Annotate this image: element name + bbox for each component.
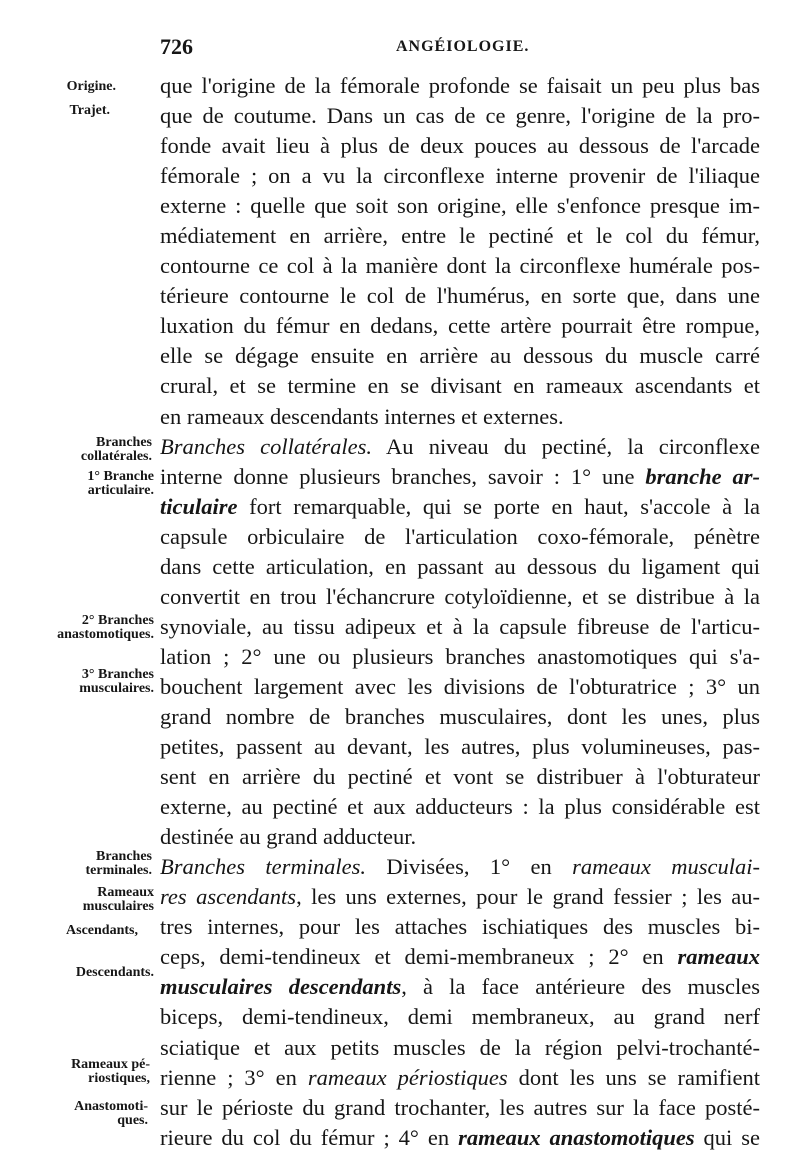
page-number: 726 <box>160 34 193 59</box>
margin-notes <box>0 0 158 1175</box>
text-line: externe, au pectiné et aux adducteurs : la plus considérable est <box>160 794 760 820</box>
text-line: convertit en trou l'échancrure cotyloïdienne, et se distribue à la <box>160 583 760 609</box>
emphasis-term: res ascendants <box>160 884 297 910</box>
emphasis-term: musculaires descendants <box>160 974 402 1000</box>
margin-note-branches-terminales: Branches terminales. <box>85 849 152 878</box>
text-line: sent en arrière du pectiné et vont se distribuer à l'obturateur <box>160 764 760 790</box>
text-line: bouchent largement avec les divisions de l'obturatrice ; 3° un <box>160 673 760 699</box>
emphasis-term: ticulaire <box>160 493 238 519</box>
emphasis-term: rameaux <box>677 944 760 970</box>
running-head: ANGÉIOLOGIE. <box>396 38 530 55</box>
margin-note-origine: Origine. <box>66 79 116 94</box>
text-line: sciatique et aux petits muscles de la région pelvi-trochanté- <box>160 1034 760 1060</box>
text-line: elle se dégage ensuite en arrière au dessous du muscle carré <box>160 343 760 369</box>
text-line: interne donne plusieurs branches, savoir : 1° une branche ar- <box>160 463 760 489</box>
text-line: rieure du col du fémur ; 4° en rameaux anastomotiques qui se <box>160 1124 760 1150</box>
emphasis-term: rameaux musculai- <box>572 854 760 880</box>
text-line: petites, passent au devant, les autres, plus volumineuses, pas- <box>160 734 760 760</box>
text-line: dans cette articulation, en passant au dessous du ligament qui <box>160 553 760 579</box>
margin-note-anastomotiques: Anastomoti- ques. <box>74 1099 148 1128</box>
text-line: biceps, demi-tendineux, demi membraneux, au grand nerf <box>160 1004 760 1030</box>
text-line: sur le périoste du grand trochanter, les autres sur la face posté- <box>160 1094 760 1120</box>
text-line: ceps, demi-tendineux et demi-membraneux ; 2° en rameaux <box>160 944 760 970</box>
margin-note-rameaux-periostiques: Rameaux pé- riostiques, <box>71 1057 150 1086</box>
text-line: Branches terminales. Divisées, 1° en rameaux musculai- <box>160 854 760 880</box>
text-line: fémorale ; on a vu la circonflexe interne provenir de l'iliaque <box>160 163 760 189</box>
emphasis-term: rameaux périostiques <box>307 1064 508 1090</box>
paragraph-end-line: destinée au grand adducteur. <box>160 824 417 850</box>
text-line: res ascendants, les uns externes, pour le grand fessier ; les au- <box>160 884 760 910</box>
emphasis-term: rameaux anastomotiques <box>458 1124 695 1150</box>
text-line: Branches collatérales. Au niveau du pectiné, la circonflexe <box>160 433 760 459</box>
text-line: térieure contourne le col de l'humérus, en sorte que, dans une <box>160 283 760 309</box>
text-line: ticulaire fort remarquable, qui se porte en haut, s'accole à la <box>160 493 760 519</box>
text-line: fonde avait lieu à plus de deux pouces au dessous de l'arcade <box>160 133 760 159</box>
paragraph-end-line: en rameaux descendants internes et externes. <box>160 403 564 429</box>
margin-note-trajet: Trajet. <box>69 103 110 118</box>
body-text <box>160 71 760 1153</box>
text-line: musculaires descendants, à la face antérieure des muscles <box>160 974 760 1000</box>
text-line: lation ; 2° une ou plusieurs branches anastomotiques qui s'a- <box>160 643 760 669</box>
text-line: luxation du fémur en dedans, cette artère pourrait être rompue, <box>160 313 760 339</box>
margin-note-descendants: Descendants. <box>75 965 154 980</box>
margin-note-rameaux-musculaires: Rameaux musculaires <box>82 885 154 914</box>
text-line: capsule orbiculaire de l'articulation coxo-fémorale, pénètre <box>160 523 760 549</box>
text-line: que l'origine de la fémorale profonde se faisait un peu plus bas <box>160 73 760 98</box>
text-line: synoviale, au tissu adipeux et à la capsule fibreuse de l'articu- <box>160 613 760 639</box>
text-line: tres internes, pour les attaches ischiatiques des muscles bi- <box>160 914 760 940</box>
margin-note-branches-musculaires: 3° Branches musculaires. <box>79 667 154 696</box>
text-line: grand nombre de branches musculaires, dont les unes, plus <box>160 703 760 729</box>
margin-note-branches-collaterales: Branches collatérales. <box>80 435 152 464</box>
text-line: crural, et se termine en se divisant en rameaux ascendants et <box>160 373 760 399</box>
text-line: médiatement en arrière, entre le pectiné et le col du fémur, <box>160 223 760 249</box>
italic-heading: Branches terminales. <box>160 854 366 880</box>
text-line: que de coutume. Dans un cas de ce genre, l'origine de la pro- <box>160 103 760 129</box>
margin-note-ascendants: Ascendants, <box>66 923 138 938</box>
margin-note-branches-anastomotiques: 2° Branches anastomotiques. <box>57 613 154 642</box>
text-line: contourne ce col à la manière dont la circonflexe humérale pos- <box>160 253 760 279</box>
text-line: rienne ; 3° en rameaux périostiques dont les uns se ramifient <box>160 1064 760 1090</box>
italic-heading: Branches collatérales. <box>160 433 373 459</box>
text-line: externe : quelle que soit son origine, elle s'enfonce presque im- <box>160 193 760 219</box>
margin-note-branche-articulaire: 1° Branche articulaire. <box>87 469 154 498</box>
emphasis-term: branche ar- <box>645 463 760 489</box>
